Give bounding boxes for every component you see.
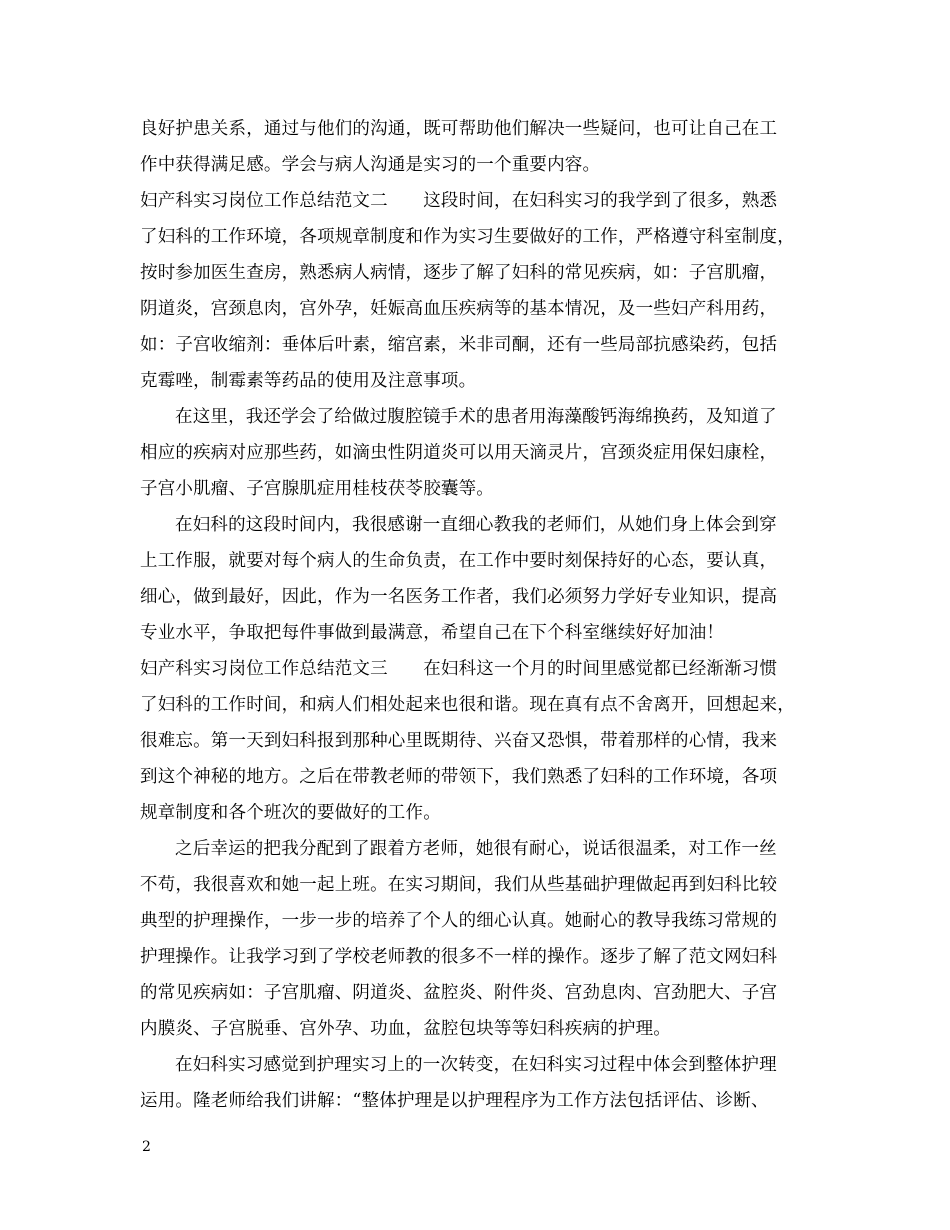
page-number: 2 (142, 1139, 151, 1155)
text-line: 到这个神秘的地方。之后在带教老师的带领下，我们熟悉了妇科的工作环境，各项 (140, 767, 778, 787)
text-line: 运用。隆老师给我们讲解：“整体护理是以护理程序为工作方法包括评估、诊断、 (140, 1091, 769, 1111)
text-line: 阴道炎，宫颈息肉，宫外孕，妊娠高血压疾病等的基本情况，及一些妇产科用药， (140, 299, 778, 319)
text-line: 上工作服，就要对每个病人的生命负责，在工作中要时刻保持好的心态，要认真， (140, 551, 778, 571)
paragraph-start-line: 在这里，我还学会了给做过腹腔镜手术的患者用海藻酸钙海绵换药，及知道了 (175, 407, 777, 427)
text-line: 规章制度和各个班次的要做好的工作。 (140, 803, 441, 823)
text-line: 克霉唑，制霉素等药品的使用及注意事项。 (140, 371, 477, 391)
text-line: 子宫小肌瘤、子宫腺肌症用桂枝茯苓胶囊等。 (140, 479, 494, 499)
text-line: 典型的护理操作，一步一步的培养了个人的细心认真。她耐心的教导我练习常规的 (140, 911, 778, 931)
text-line: 了妇科的工作环境，各项规章制度和作为实习生要做好的工作，严格遵守科室制度， (140, 227, 795, 247)
text-line: 内膜炎、子宫脱垂、宫外孕、功血，盆腔包块等等妇科疾病的护理。 (140, 1019, 671, 1039)
text-line: 相应的疾病对应那些药，如滴虫性阴道炎可以用天滴灵片，宫颈炎症用保妇康栓， (140, 443, 778, 463)
text-line: 不苟，我很喜欢和她一起上班。在实习期间，我们从些基础护理做起再到妇科比较 (140, 875, 778, 895)
paragraph-start-line: 在妇科的这段时间内，我很感谢一直细心教我的老师们，从她们身上体会到穿 (175, 515, 777, 535)
text-line: 护理操作。让我学习到了学校老师教的很多不一样的操作。逐步了解了范文网妇科 (140, 947, 778, 967)
text-line: 很难忘。第一天到妇科报到那种心里既期待、兴奋又恐惧，带着那样的心情，我来 (140, 731, 778, 751)
paragraph-start-line: 之后幸运的把我分配到了跟着方老师，她很有耐心，说话很温柔，对工作一丝 (175, 839, 777, 859)
text-line: 的常见疾病如：子宫肌瘤、阴道炎、盆腔炎、附件炎、宫劲息肉、宫劲肥大、子宫 (140, 983, 778, 1003)
text-line: 作中获得满足感。学会与病人沟通是实习的一个重要内容。 (140, 155, 601, 175)
text-line: 了妇科的工作时间，和病人们相处起来也很和谐。现在真有点不舍离开，回想起来， (140, 695, 795, 715)
text-line: 按时参加医生查房，熟悉病人病情，逐步了解了妇科的常见疾病，如：子宫肌瘤， (140, 263, 778, 283)
paragraph-start-line: 在妇科实习感觉到护理实习上的一次转变，在妇科实习过程中体会到整体护理 (175, 1055, 777, 1075)
section-heading-line: 妇产科实习岗位工作总结范文三 在妇科这一个月的时间里感觉都已经渐渐习惯 (140, 659, 778, 679)
text-line: 细心，做到最好，因此，作为一名医务工作者，我们必须努力学好专业知识，提高 (140, 587, 778, 607)
text-line: 良好护患关系，通过与他们的沟通，既可帮助他们解决一些疑问，也可让自己在工 (140, 119, 778, 139)
text-line: 专业水平，争取把每件事做到最满意，希望自己在下个科室继续好好加油！ (140, 623, 725, 643)
section-heading-line: 妇产科实习岗位工作总结范文二 这段时间，在妇科实习的我学到了很多，熟悉 (140, 191, 778, 211)
text-line: 如：子宫收缩剂：垂体后叶素，缩宫素，米非司酮，还有一些局部抗感染药，包括 (140, 335, 778, 355)
